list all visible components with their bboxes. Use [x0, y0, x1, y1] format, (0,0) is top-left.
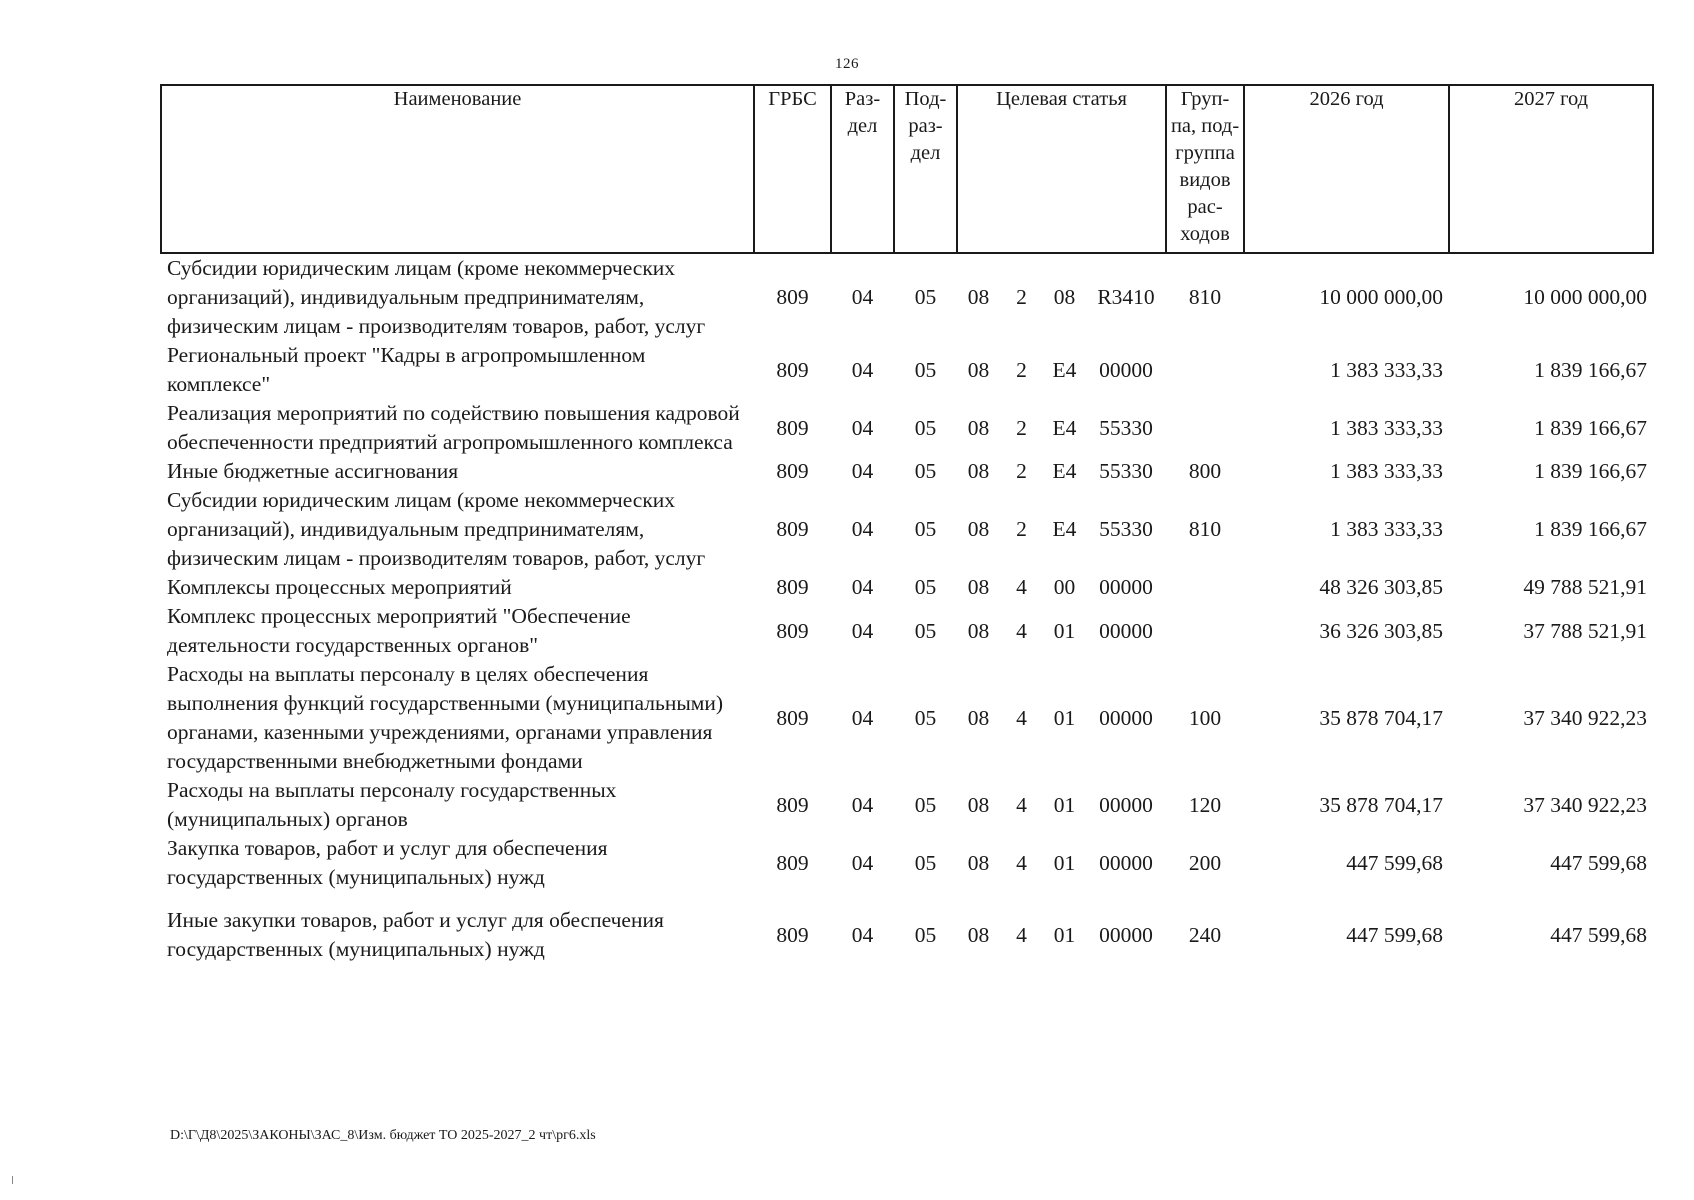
row-podrazdel: 05 [914, 618, 937, 643]
row-name: Комплексы процессных мероприятий [167, 575, 512, 599]
row-grbs: 809 [776, 618, 809, 643]
row-cs-element: 00 [1053, 575, 1076, 599]
row-cs-program: 08 [967, 459, 990, 483]
row-cs-element: 01 [1053, 618, 1076, 643]
row-cs-element: Е4 [1052, 357, 1077, 382]
header-razdel: Раз- дел [831, 85, 894, 253]
row-cs-direction: 55330 [1099, 415, 1153, 440]
row-grbs: 809 [776, 575, 809, 599]
row-cs-type: 4 [1016, 618, 1027, 643]
row-amount-2027: 447 599,68 [1550, 922, 1648, 947]
row-vid-rashodov: 800 [1188, 459, 1222, 483]
row-grbs: 809 [776, 922, 809, 947]
page-number: 126 [835, 56, 859, 72]
row-name: Комплекс процессных мероприятий "Обеспечение деятельности государственных органов" [167, 604, 631, 657]
table-row [161, 660, 1653, 776]
row-amount-2027: 49 788 521,91 [1523, 575, 1648, 599]
row-grbs: 809 [776, 517, 809, 541]
row-cs-type: 4 [1016, 850, 1027, 875]
table-row [161, 399, 1653, 457]
row-razdel: 04 [851, 415, 874, 440]
row-cs-direction: 00000 [1099, 357, 1153, 382]
row-amount-2027: 1 839 166,67 [1534, 517, 1648, 541]
row-name: Расходы на выплаты персоналу государственных (муниципальных) органов [167, 778, 617, 831]
row-amount-2027: 1 839 166,67 [1534, 415, 1648, 440]
row-vid-rashodov [1166, 602, 1244, 660]
row-grbs: 809 [776, 285, 809, 309]
header-grbs: ГРБС [754, 85, 831, 253]
row-grbs: 809 [776, 415, 809, 440]
row-amount-2026: 447 599,68 [1346, 922, 1444, 947]
row-cs-program: 08 [967, 705, 990, 730]
row-cs-program: 08 [967, 575, 990, 599]
row-name: Региональный проект "Кадры в агропромышленном комплексе" [167, 343, 646, 396]
row-podrazdel: 05 [914, 792, 937, 817]
row-cs-element: 08 [1053, 285, 1076, 309]
row-cs-program: 08 [967, 357, 990, 382]
row-amount-2026: 1 383 333,33 [1330, 357, 1444, 382]
row-grbs: 809 [776, 850, 809, 875]
table-row [161, 341, 1653, 399]
row-razdel: 04 [851, 850, 874, 875]
row-cs-program: 08 [967, 415, 990, 440]
row-cs-type: 2 [1016, 459, 1027, 483]
row-name: Иные закупки товаров, работ и услуг для обеспечения государственных (муниципальных) нужд [167, 908, 664, 961]
row-vid-rashodov: 200 [1188, 850, 1222, 875]
row-amount-2026: 48 326 303,85 [1319, 575, 1444, 599]
row-razdel: 04 [851, 922, 874, 947]
table-header [161, 85, 1653, 253]
header-year-2026: 2026 год [1244, 85, 1449, 253]
row-cs-program: 08 [967, 792, 990, 817]
row-cs-type: 4 [1016, 575, 1027, 599]
table-row [161, 602, 1653, 660]
row-amount-2026: 36 326 303,85 [1319, 618, 1444, 643]
row-amount-2026: 1 383 333,33 [1330, 415, 1444, 440]
row-cs-type: 4 [1016, 922, 1027, 947]
margin-mark [12, 1176, 13, 1184]
row-name: Субсидии юридическим лицам (кроме некоммерческих организаций), индивидуальным предпринимателям, физическим лицам - производителям товаров, работ, услуг [167, 256, 706, 338]
row-cs-element: Е4 [1052, 459, 1077, 483]
row-cs-direction: 00000 [1099, 922, 1153, 947]
table-row [161, 486, 1653, 573]
row-cs-direction: 55330 [1099, 517, 1153, 541]
header-name: Наименование [161, 85, 754, 253]
row-amount-2027: 447 599,68 [1550, 850, 1648, 875]
row-name: Иные бюджетные ассигнования [167, 459, 459, 483]
row-amount-2027: 37 340 922,23 [1523, 792, 1648, 817]
row-cs-type: 2 [1016, 517, 1027, 541]
row-vid-rashodov: 810 [1188, 285, 1222, 309]
row-name: Реализация мероприятий по содействию повышения кадровой обеспеченности предприятий агропромышленного комплекса [167, 401, 740, 454]
row-vid-rashodov [1166, 573, 1244, 602]
table-body [161, 253, 1653, 964]
row-cs-direction: 00000 [1099, 792, 1153, 817]
row-amount-2026: 1 383 333,33 [1330, 517, 1444, 541]
row-cs-element: 01 [1053, 850, 1076, 875]
row-cs-element: 01 [1053, 792, 1076, 817]
row-vid-rashodov: 240 [1188, 922, 1222, 947]
row-name: Субсидии юридическим лицам (кроме некоммерческих организаций), индивидуальным предпринимателям, физическим лицам - производителям товаров, работ, услуг [167, 488, 706, 570]
budget-table-container [160, 84, 1652, 964]
header-celevaya-statya: Целевая статья [957, 85, 1166, 253]
table-row [161, 457, 1653, 486]
table-row [161, 253, 1653, 341]
row-cs-type: 2 [1016, 357, 1027, 382]
row-razdel: 04 [851, 792, 874, 817]
row-cs-element: Е4 [1052, 415, 1077, 440]
row-grbs: 809 [776, 459, 809, 483]
row-cs-element: Е4 [1052, 517, 1077, 541]
row-cs-direction: 00000 [1099, 850, 1153, 875]
row-amount-2027: 37 788 521,91 [1523, 618, 1648, 643]
row-podrazdel: 05 [914, 922, 937, 947]
row-podrazdel: 05 [914, 850, 937, 875]
row-cs-program: 08 [967, 517, 990, 541]
header-year-2027: 2027 год [1449, 85, 1653, 253]
header-row [161, 85, 1653, 253]
row-razdel: 04 [851, 459, 874, 483]
table-row [161, 834, 1653, 892]
row-cs-type: 4 [1016, 705, 1027, 730]
row-cs-direction: 00000 [1099, 705, 1153, 730]
row-podrazdel: 05 [914, 285, 937, 309]
row-razdel: 04 [851, 618, 874, 643]
row-cs-program: 08 [967, 618, 990, 643]
header-podrazdel: Под- раз- дел [894, 85, 957, 253]
row-podrazdel: 05 [914, 517, 937, 541]
row-amount-2026: 35 878 704,17 [1319, 792, 1444, 817]
row-podrazdel: 05 [914, 705, 937, 730]
row-cs-program: 08 [967, 850, 990, 875]
row-vid-rashodov: 810 [1188, 517, 1222, 541]
row-razdel: 04 [851, 517, 874, 541]
row-vid-rashodov: 100 [1188, 705, 1222, 730]
row-cs-type: 4 [1016, 792, 1027, 817]
footer-file-path: D:\Г\Д8\2025\ЗАКОНЫ\ЗАС_8\Изм. бюджет ТО 2025-2027_2 чт\рг6.xls [170, 1128, 596, 1143]
row-amount-2027: 1 839 166,67 [1534, 357, 1648, 382]
row-razdel: 04 [851, 575, 874, 599]
row-cs-direction: 00000 [1099, 618, 1153, 643]
row-name: Закупка товаров, работ и услуг для обеспечения государственных (муниципальных) нужд [167, 836, 608, 889]
row-amount-2027: 1 839 166,67 [1534, 459, 1648, 483]
row-amount-2026: 1 383 333,33 [1330, 459, 1444, 483]
row-cs-program: 08 [967, 285, 990, 309]
row-podrazdel: 05 [914, 575, 937, 599]
row-razdel: 04 [851, 285, 874, 309]
row-grbs: 809 [776, 357, 809, 382]
row-cs-element: 01 [1053, 922, 1076, 947]
row-grbs: 809 [776, 792, 809, 817]
row-amount-2026: 447 599,68 [1346, 850, 1444, 875]
row-amount-2027: 10 000 000,00 [1523, 285, 1648, 309]
table-row [161, 892, 1653, 964]
row-cs-type: 2 [1016, 415, 1027, 440]
row-cs-direction: R3410 [1097, 285, 1155, 309]
table-row [161, 776, 1653, 834]
budget-table [160, 84, 1654, 964]
row-amount-2026: 10 000 000,00 [1319, 285, 1444, 309]
row-cs-element: 01 [1053, 705, 1076, 730]
row-amount-2026: 35 878 704,17 [1319, 705, 1444, 730]
table-row [161, 573, 1653, 602]
row-podrazdel: 05 [914, 357, 937, 382]
row-vid-rashodov: 120 [1188, 792, 1222, 817]
header-vid-rashodov: Груп- па, под- группа видов рас- ходов [1166, 85, 1244, 253]
row-vid-rashodov [1166, 341, 1244, 399]
row-cs-program: 08 [967, 922, 990, 947]
row-podrazdel: 05 [914, 415, 937, 440]
row-razdel: 04 [851, 357, 874, 382]
row-amount-2027: 37 340 922,23 [1523, 705, 1648, 730]
row-cs-direction: 55330 [1099, 459, 1153, 483]
row-cs-direction: 00000 [1099, 575, 1153, 599]
row-grbs: 809 [776, 705, 809, 730]
row-razdel: 04 [851, 705, 874, 730]
row-cs-type: 2 [1016, 285, 1027, 309]
row-name: Расходы на выплаты персоналу в целях обеспечения выполнения функций государственными (муниципальными) органами, казенными учреждениями, органами управления государственными внебюджетными фондами [167, 662, 724, 773]
row-vid-rashodov [1166, 399, 1244, 457]
row-podrazdel: 05 [914, 459, 937, 483]
